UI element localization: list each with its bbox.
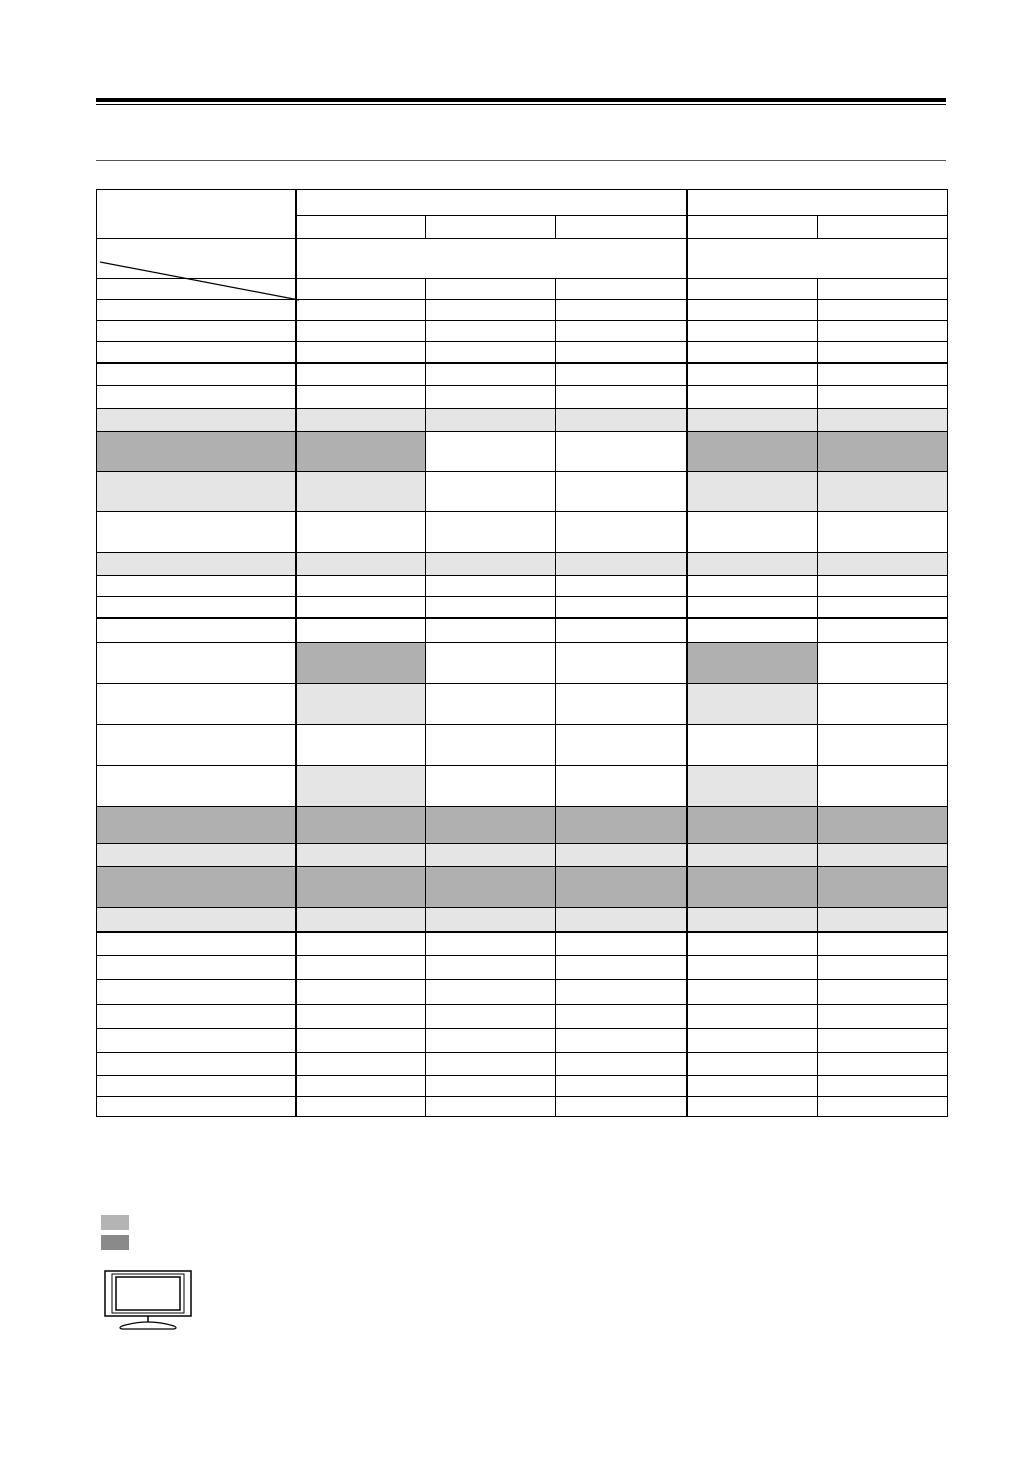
table-row (97, 512, 948, 553)
row-label-cell (97, 766, 296, 807)
table-cell (687, 867, 818, 908)
table-cell (687, 643, 818, 684)
table-row (97, 725, 948, 766)
table-cell (556, 321, 687, 342)
table-row (97, 1076, 948, 1097)
table-cell (296, 512, 426, 553)
table-corner-cell (97, 190, 296, 239)
table-cell (818, 932, 948, 956)
table-cell (818, 1005, 948, 1029)
table-cell (818, 1097, 948, 1117)
table-cell (687, 908, 818, 932)
table-cell (296, 363, 426, 386)
table-cell (556, 512, 687, 553)
table-cell (556, 576, 687, 597)
table-cell (556, 472, 687, 512)
table-cell (687, 766, 818, 807)
table-cell (556, 1097, 687, 1117)
table-cell (556, 643, 687, 684)
table-row (97, 980, 948, 1005)
table-cell (296, 342, 426, 363)
table-cell (818, 1053, 948, 1076)
table-row (97, 932, 948, 956)
table-cell (818, 908, 948, 932)
table-cell (818, 807, 948, 844)
table-cell (818, 321, 948, 342)
table-cell (687, 363, 818, 386)
table-cell (687, 1029, 818, 1053)
table-cell (818, 342, 948, 363)
table-cell (556, 386, 687, 409)
table-cell (296, 321, 426, 342)
row-label-cell (97, 643, 296, 684)
table-cell (687, 980, 818, 1005)
table-cell (687, 844, 818, 867)
table-cell (818, 553, 948, 576)
table-cell (296, 766, 426, 807)
table-row (97, 956, 948, 980)
table-cell (426, 980, 556, 1005)
table-row (97, 643, 948, 684)
table-cell (687, 432, 818, 472)
table-cell (556, 725, 687, 766)
table-cell (687, 1005, 818, 1029)
row-label-cell (97, 409, 296, 432)
table-cell (426, 956, 556, 980)
table-row (97, 432, 948, 472)
table-cell (556, 908, 687, 932)
table-cell (296, 576, 426, 597)
table-cell (296, 432, 426, 472)
table-cell (296, 725, 426, 766)
table-row (97, 867, 948, 908)
table-cell (426, 618, 556, 643)
table-cell (296, 844, 426, 867)
table-cell (296, 409, 426, 432)
table-cell (426, 1053, 556, 1076)
row-label-cell (97, 279, 296, 300)
table-cell (818, 766, 948, 807)
table-cell (818, 576, 948, 597)
table-cell (556, 432, 687, 472)
table-cell (818, 684, 948, 725)
table-cell (818, 472, 948, 512)
table-cell (556, 618, 687, 643)
table-cell (687, 512, 818, 553)
table-cell (687, 597, 818, 618)
row-label-cell (97, 512, 296, 553)
table-cell (426, 908, 556, 932)
table-cell (296, 643, 426, 684)
table-cell (426, 867, 556, 908)
row-label-cell (97, 432, 296, 472)
table-cell (687, 321, 818, 342)
row-label-cell (97, 342, 296, 363)
group-header-a (296, 190, 687, 216)
table-row (97, 321, 948, 342)
table-cell (426, 386, 556, 409)
table-cell (296, 618, 426, 643)
table-cell (426, 725, 556, 766)
table-row (97, 576, 948, 597)
sub-header-4 (687, 216, 818, 239)
row-label-cell (97, 807, 296, 844)
table-cell (556, 409, 687, 432)
table-cell (426, 279, 556, 300)
table-cell (296, 1053, 426, 1076)
compatibility-table (96, 189, 948, 1117)
row-label-cell (97, 1005, 296, 1029)
table-diagonal-row (97, 239, 948, 279)
table-cell (426, 576, 556, 597)
table-cell (296, 684, 426, 725)
table-cell (296, 1076, 426, 1097)
table-cell (687, 576, 818, 597)
table-cell (687, 300, 818, 321)
table-cell (687, 684, 818, 725)
table-cell (556, 1053, 687, 1076)
table-cell (818, 512, 948, 553)
table-row (97, 908, 948, 932)
row-label-cell (97, 956, 296, 980)
tv-monitor-icon (104, 1270, 194, 1330)
table-row (97, 844, 948, 867)
table-row (97, 300, 948, 321)
table-row (97, 766, 948, 807)
table-cell (687, 956, 818, 980)
sub-header-3 (556, 216, 687, 239)
table-cell (426, 553, 556, 576)
table-cell (426, 300, 556, 321)
table-row (97, 472, 948, 512)
table-row (97, 342, 948, 363)
table-cell (426, 643, 556, 684)
table-cell (426, 766, 556, 807)
table-cell (818, 618, 948, 643)
table-row (97, 618, 948, 643)
row-label-cell (97, 618, 296, 643)
table-cell (426, 363, 556, 386)
table-cell (556, 279, 687, 300)
table-cell (296, 386, 426, 409)
table-cell (556, 980, 687, 1005)
table-cell (426, 807, 556, 844)
table-cell (296, 597, 426, 618)
merged-cell-a (296, 239, 687, 279)
table-cell (296, 472, 426, 512)
table-row (97, 553, 948, 576)
table-cell (426, 844, 556, 867)
diagonal-label-cell (97, 239, 296, 279)
table-cell (818, 597, 948, 618)
row-label-cell (97, 386, 296, 409)
table-cell (818, 386, 948, 409)
table-cell (296, 1005, 426, 1029)
table-cell (426, 321, 556, 342)
table-cell (556, 597, 687, 618)
table-cell (556, 1005, 687, 1029)
row-label-cell (97, 1076, 296, 1097)
sub-header-2 (426, 216, 556, 239)
table-cell (296, 279, 426, 300)
light-gray-swatch-icon (101, 1215, 129, 1230)
table-cell (556, 1076, 687, 1097)
table-row (97, 386, 948, 409)
table-cell (687, 1097, 818, 1117)
row-label-cell (97, 576, 296, 597)
row-label-cell (97, 844, 296, 867)
table-cell (426, 409, 556, 432)
table-cell (818, 363, 948, 386)
table-cell (687, 409, 818, 432)
table-row (97, 363, 948, 386)
table-cell (556, 932, 687, 956)
sub-header-1 (296, 216, 426, 239)
row-label-cell (97, 908, 296, 932)
table-cell (687, 932, 818, 956)
table-cell (556, 844, 687, 867)
table-cell (296, 908, 426, 932)
table-cell (426, 342, 556, 363)
table-row (97, 597, 948, 618)
table-cell (818, 1076, 948, 1097)
table-cell (296, 1097, 426, 1117)
dark-gray-swatch-icon (101, 1235, 129, 1250)
table-cell (687, 472, 818, 512)
table-cell (687, 553, 818, 576)
row-label-cell (97, 1097, 296, 1117)
row-label-cell (97, 553, 296, 576)
row-label-cell (97, 363, 296, 386)
row-label-cell (97, 1053, 296, 1076)
table-cell (818, 409, 948, 432)
table-cell (556, 807, 687, 844)
table-cell (556, 342, 687, 363)
table-row (97, 1097, 948, 1117)
table-cell (296, 867, 426, 908)
table-cell (556, 766, 687, 807)
table-cell (296, 932, 426, 956)
table-cell (556, 553, 687, 576)
table-cell (296, 956, 426, 980)
row-label-cell (97, 932, 296, 956)
table-cell (556, 300, 687, 321)
table-cell (296, 807, 426, 844)
table-row (97, 1053, 948, 1076)
table-cell (687, 342, 818, 363)
table-cell (426, 684, 556, 725)
table-cell (818, 432, 948, 472)
table-row (97, 409, 948, 432)
table-cell (687, 386, 818, 409)
table-cell (818, 844, 948, 867)
table-row (97, 684, 948, 725)
table-cell (426, 1076, 556, 1097)
table-cell (426, 1097, 556, 1117)
merged-cell-b (687, 239, 948, 279)
table-cell (687, 807, 818, 844)
sub-header-5 (818, 216, 948, 239)
table-cell (556, 956, 687, 980)
table-cell (687, 1076, 818, 1097)
table-row (97, 1005, 948, 1029)
table-cell (296, 300, 426, 321)
header-thin-rule (96, 104, 946, 105)
table-cell (296, 1029, 426, 1053)
table-row (97, 279, 948, 300)
table-cell (687, 618, 818, 643)
compatibility-table-body (97, 190, 948, 1117)
table-cell (426, 432, 556, 472)
table-cell (556, 684, 687, 725)
table-cell (687, 279, 818, 300)
table-cell (426, 1005, 556, 1029)
table-cell (818, 867, 948, 908)
row-label-cell (97, 300, 296, 321)
table-cell (818, 643, 948, 684)
table-cell (296, 553, 426, 576)
table-cell (426, 1029, 556, 1053)
table-cell (556, 867, 687, 908)
table-cell (818, 725, 948, 766)
table-cell (818, 1029, 948, 1053)
group-header-b (687, 190, 948, 216)
table-row (97, 807, 948, 844)
table-cell (556, 363, 687, 386)
table-group-header-row (97, 190, 948, 216)
table-cell (426, 597, 556, 618)
table-cell (687, 1053, 818, 1076)
row-label-cell (97, 980, 296, 1005)
header-thick-rule (96, 98, 946, 102)
row-label-cell (97, 1029, 296, 1053)
row-label-cell (97, 684, 296, 725)
table-cell (818, 956, 948, 980)
table-cell (818, 980, 948, 1005)
table-row (97, 1029, 948, 1053)
section-rule (96, 160, 946, 161)
row-label-cell (97, 321, 296, 342)
row-label-cell (97, 597, 296, 618)
table-cell (818, 300, 948, 321)
table-cell (818, 279, 948, 300)
table-cell (426, 512, 556, 553)
table-cell (426, 932, 556, 956)
table-cell (556, 1029, 687, 1053)
table-cell (296, 980, 426, 1005)
table-cell (687, 725, 818, 766)
table-cell (426, 472, 556, 512)
row-label-cell (97, 472, 296, 512)
row-label-cell (97, 725, 296, 766)
row-label-cell (97, 867, 296, 908)
